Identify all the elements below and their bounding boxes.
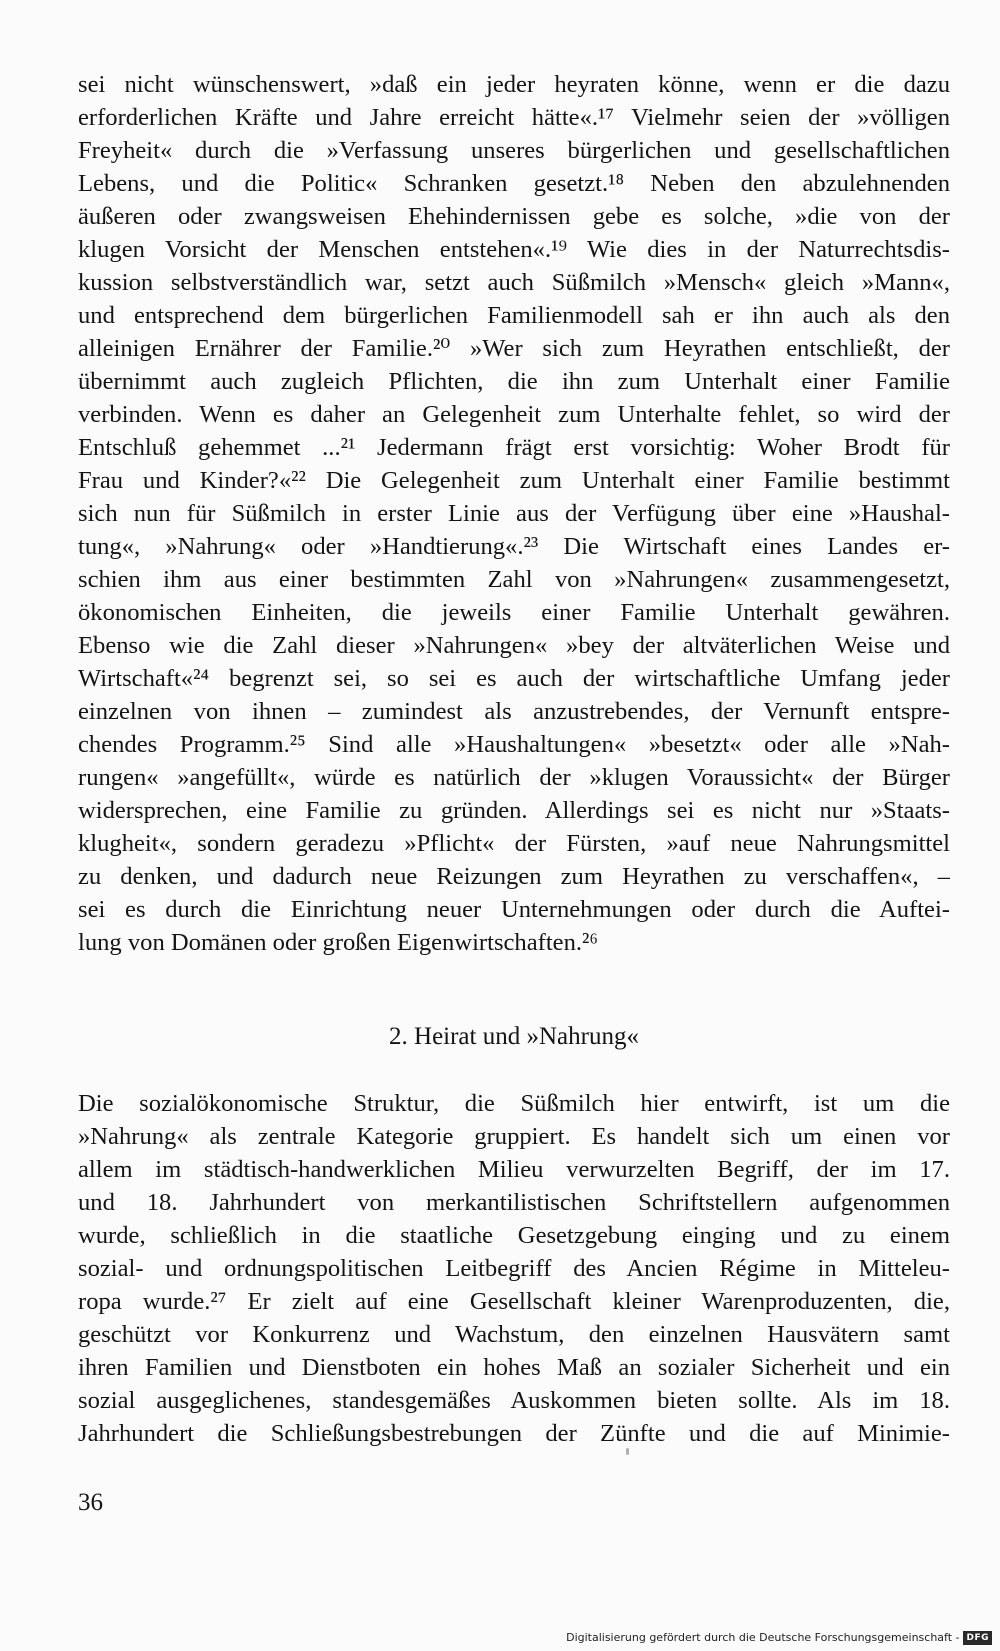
text-line: tung«, »Nahrung« oder »Handtierung«.²³ Die Wirtschaft eines Landes er-	[78, 533, 950, 560]
text-line: sozial- und ordnungspolitischen Leitbegriff des Ancien Régime in Mitteleu-	[78, 1255, 950, 1282]
text-line: verbinden. Wenn es daher an Gelegenheit zum Unterhalte fehlet, so wird der	[78, 401, 950, 428]
text-line: »Nahrung« als zentrale Kategorie gruppiert. Es handelt sich um einen vor	[78, 1123, 950, 1150]
text-line: und entsprechend dem bürgerlichen Familienmodell sah er ihn auch als den	[78, 302, 950, 329]
text-line: einzelnen von ihnen – zumindest als anzustrebendes, der Vernunft entspre-	[78, 698, 950, 725]
text-line: sozial ausgeglichenes, standesgemäßes Auskommen bieten sollte. Als im 18.	[78, 1387, 950, 1414]
text-line: sei nicht wünschenswert, »daß ein jeder heyraten könne, wenn er die dazu	[78, 71, 950, 98]
text-line: ropa wurde.²⁷ Er zielt auf eine Gesellschaft kleiner Warenproduzenten, die,	[78, 1288, 950, 1315]
dfg-logo: DFG	[963, 1631, 992, 1645]
footer-text: Digitalisierung gefördert durch die Deutsche Forschungsgemeinschaft -	[566, 1631, 960, 1644]
text-line: klugheit«, sondern geradezu »Pflicht« der Fürsten, »auf neue Nahrungsmittel	[78, 830, 950, 857]
text-line: und 18. Jahrhundert von merkantilistischen Schriftstellern aufgenommen	[78, 1189, 950, 1216]
text-line: sei es durch die Einrichtung neuer Unternehmungen oder durch die Auftei-	[78, 896, 950, 923]
scan-artifact	[626, 1448, 629, 1455]
text-line: sich nun für Süßmilch in erster Linie aus der Verfügung über eine »Haushal-	[78, 500, 950, 527]
text-line: ökonomischen Einheiten, die jeweils einer Familie Unterhalt gewähren.	[78, 599, 950, 626]
text-line: Entschluß gehemmet ...²¹ Jedermann frägt erst vorsichtig: Woher Brodt für	[78, 434, 950, 461]
text-line: Frau und Kinder?«²² Die Gelegenheit zum Unterhalt einer Familie bestimmt	[78, 467, 950, 494]
text-line: widersprechen, eine Familie zu gründen. Allerdings sei es nicht nur »Staats-	[78, 797, 950, 824]
text-line: Die sozialökonomische Struktur, die Süßmilch hier entwirft, ist um die	[78, 1090, 950, 1117]
text-line: Jahrhundert die Schließungsbestrebungen der Zünfte und die auf Minimie-	[78, 1420, 950, 1447]
text-line: wurde, schließlich in die staatliche Gesetzgebung einging und zu einem	[78, 1222, 950, 1249]
text-line: übernimmt auch zugleich Pflichten, die ihn zum Unterhalt einer Familie	[78, 368, 950, 395]
text-line: Freyheit« durch die »Verfassung unseres bürgerlichen und gesellschaftlichen	[78, 137, 950, 164]
text-line: lung von Domänen oder großen Eigenwirtschaften.²⁶	[78, 929, 598, 956]
text-line: geschützt vor Konkurrenz und Wachstum, den einzelnen Hausvätern samt	[78, 1321, 950, 1348]
text-line: kussion selbstverständlich war, setzt auch Süßmilch »Mensch« gleich »Mann«,	[78, 269, 950, 296]
text-line: chendes Programm.²⁵ Sind alle »Haushaltungen« »besetzt« oder alle »Nah-	[78, 731, 950, 758]
text-line: allem im städtisch-handwerklichen Milieu verwurzelten Begriff, der im 17.	[78, 1156, 950, 1183]
section-heading: 2. Heirat und »Nahrung«	[389, 1023, 639, 1050]
text-line: erforderlichen Kräfte und Jahre erreicht hätte«.¹⁷ Vielmehr seien der »völligen	[78, 104, 950, 131]
text-line: Ebenso wie die Zahl dieser »Nahrungen« »bey der altväterlichen Weise und	[78, 632, 950, 659]
paragraph-top	[78, 68, 950, 959]
text-line: äußeren oder zwangsweisen Ehehindernissen gebe es solche, »die von der	[78, 203, 950, 230]
text-line: ihren Familien und Dienstboten ein hohes Maß an sozialer Sicherheit und ein	[78, 1354, 950, 1381]
text-line: rungen« »angefüllt«, würde es natürlich der »klugen Voraussicht« der Bürger	[78, 764, 950, 791]
digitization-footer	[566, 1631, 992, 1645]
text-line: Lebens, und die Politic« Schranken gesetzt.¹⁸ Neben den abzulehnenden	[78, 170, 950, 197]
text-line: alleinigen Ernährer der Familie.²⁰ »Wer sich zum Heyrathen entschließt, der	[78, 335, 950, 362]
page-number: 36	[78, 1489, 103, 1516]
text-line: zu denken, und dadurch neue Reizungen zum Heyrathen zu verschaffen«, –	[78, 863, 950, 890]
text-line: klugen Vorsicht der Menschen entstehen«.¹⁹ Wie dies in der Naturrechtsdis-	[78, 236, 950, 263]
text-line: schien ihm aus einer bestimmten Zahl von »Nahrungen« zusammengesetzt,	[78, 566, 950, 593]
paragraph-bottom	[78, 1087, 950, 1450]
text-line: Wirtschaft«²⁴ begrenzt sei, so sei es auch der wirtschaftliche Umfang jeder	[78, 665, 950, 692]
